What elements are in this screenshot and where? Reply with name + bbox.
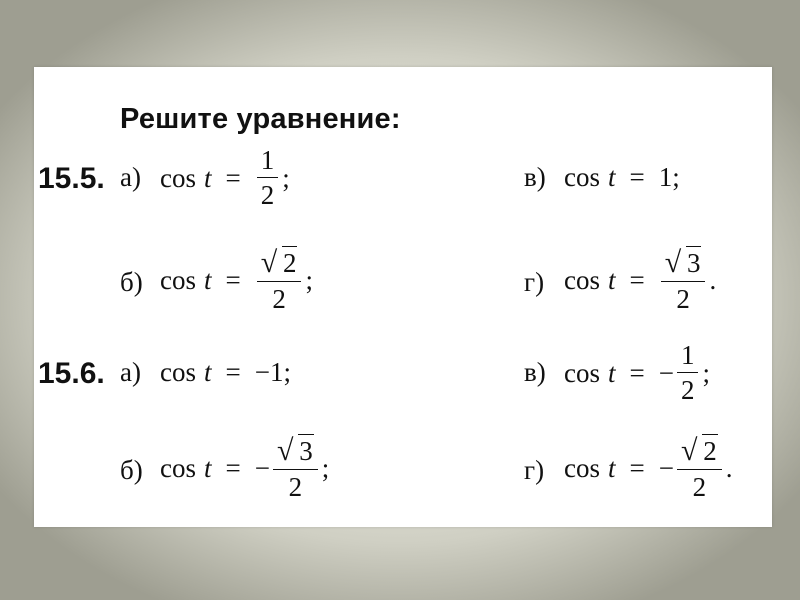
cos-function: cos [160,264,196,295]
equals-sign: = [225,357,241,387]
punctuation: . [709,264,717,295]
cos-function: cos [160,162,196,193]
fraction [677,433,722,502]
item-label-15-5-b: б) [120,267,143,297]
fraction [257,245,302,314]
equals-sign: = [629,264,645,295]
square-root-sign: √ [276,433,294,467]
variable-t: t [204,264,212,295]
punctuation: ; [305,264,313,295]
fraction-denominator: 2 [260,180,275,210]
value: −1 [254,357,284,387]
fraction [677,342,699,404]
equals-sign: = [225,452,241,483]
radicand: 2 [282,247,297,278]
fraction-numerator [257,245,302,281]
punctuation: ; [702,357,710,388]
equation-15-5-v [564,164,680,191]
problem-number-15-5: 15.5. [38,162,105,195]
equals-sign: = [629,452,645,483]
cos-function: cos [160,452,196,483]
variable-t: t [608,264,616,295]
fraction-denominator: 2 [272,283,286,314]
fraction-numerator: 1 [680,340,695,370]
punctuation: ; [283,357,291,387]
cos-function: cos [564,162,600,192]
cos-function: cos [564,452,600,483]
minus-sign: − [254,452,270,483]
cos-function: cos [564,357,600,388]
square-root-sign: √ [260,245,278,279]
square-root-sign: √ [680,433,698,467]
equation-15-6-a [160,359,291,386]
radicand: 3 [686,247,701,278]
cos-function: cos [160,357,196,387]
equation-15-6-b [160,427,329,509]
variable-t: t [204,162,212,193]
equation-15-6-v [564,336,710,410]
fraction [661,245,706,314]
equals-sign: = [629,162,645,192]
punctuation: . [725,452,733,483]
item-label-15-6-a: а) [120,357,141,387]
fraction-denominator: 2 [288,471,303,502]
fraction-numerator [273,433,318,469]
fraction-denominator: 2 [676,283,690,314]
item-label-15-5-a: а) [120,162,141,192]
variable-t: t [204,357,212,387]
value: 1 [658,162,673,192]
item-label-15-6-g: г) [524,455,545,485]
punctuation: ; [672,162,680,192]
item-label-15-5-v: в) [524,162,546,192]
fraction-numerator [661,245,706,281]
fraction [257,147,279,209]
variable-t: t [608,452,616,483]
page-title: Решите уравнение: [120,103,401,135]
variable-t: t [608,162,616,192]
equals-sign: = [225,264,241,295]
minus-sign: − [658,357,674,388]
variable-t: t [608,357,616,388]
fraction-numerator [677,433,722,469]
fraction-denominator: 2 [680,375,695,405]
equation-15-5-g [564,239,716,321]
item-label-15-6-v: в) [524,357,546,387]
item-label-15-5-g: г) [524,267,545,297]
punctuation: ; [282,162,290,193]
problem-number-15-6: 15.6. [38,357,105,390]
equation-15-5-a [160,141,290,215]
equals-sign: = [629,357,645,388]
item-label-15-6-b: б) [120,455,143,485]
fraction-denominator: 2 [692,471,707,502]
square-root-sign: √ [664,245,682,279]
radicand: 3 [299,435,313,466]
punctuation: ; [321,452,330,483]
minus-sign: − [658,452,674,483]
equation-15-6-g [564,427,732,509]
fraction-numerator: 1 [260,145,275,175]
equals-sign: = [225,162,241,193]
variable-t: t [204,452,212,483]
radicand: 2 [703,435,717,466]
cos-function: cos [564,264,600,295]
equation-15-5-b [160,239,313,321]
fraction [273,433,318,502]
slide [34,67,772,527]
